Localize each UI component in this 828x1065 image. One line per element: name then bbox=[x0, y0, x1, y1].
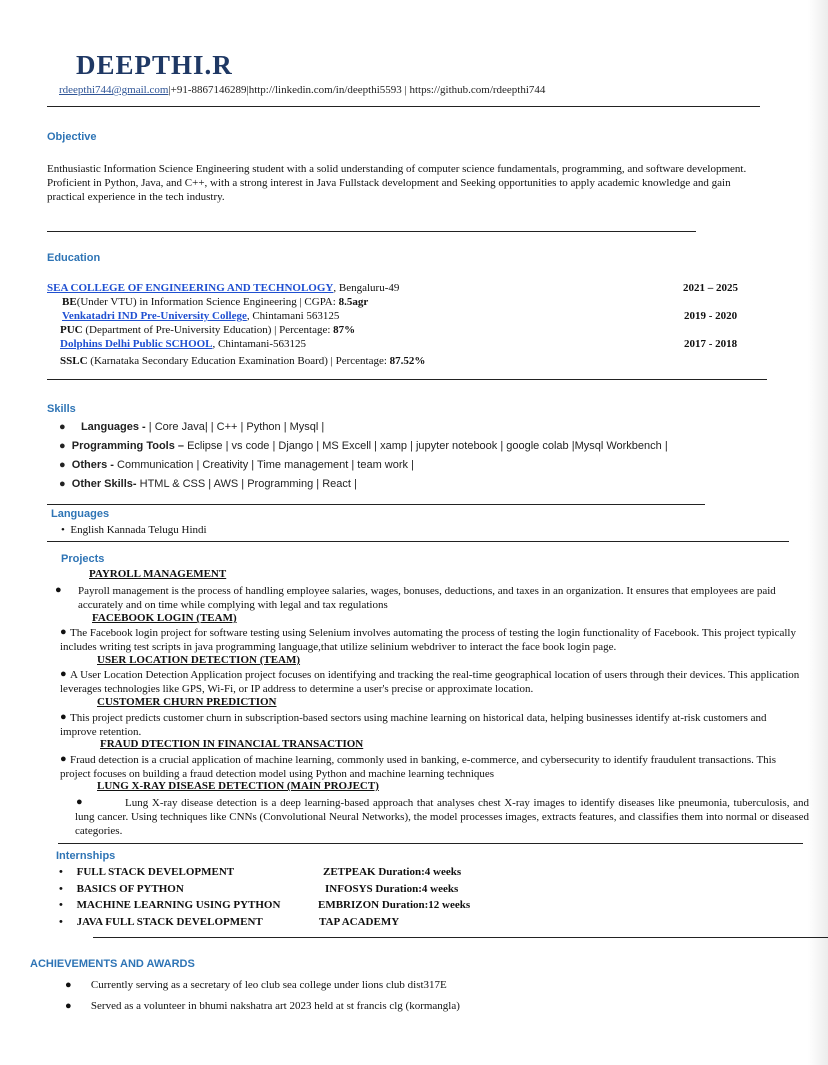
skill-item: ● Languages - | Core Java| | C++ | Python | Mysql | bbox=[59, 421, 325, 433]
institution-link[interactable]: SEA COLLEGE OF ENGINEERING AND TECHNOLOGY bbox=[47, 282, 334, 294]
languages-list: • English Kannada Telugu Hindi bbox=[61, 524, 207, 536]
achievement-item: ● Currently serving as a secretary of leo club sea college under lions club dist317E bbox=[65, 979, 447, 991]
education-degree-3: SSLC (Karnataka Secondary Education Examination Board) | Percentage: 87.52% bbox=[60, 355, 426, 367]
institution-link[interactable]: Dolphins Delhi Public SCHOOL bbox=[60, 338, 213, 350]
contact-details: |+91-8867146289|http://linkedin.com/in/deepthi5593 | https://github.com/rdeepthi744 bbox=[168, 84, 546, 96]
internship-item: • JAVA FULL STACK DEVELOPMENT bbox=[59, 916, 263, 928]
skills-heading: Skills bbox=[47, 403, 76, 415]
education-years-2: 2019 - 2020 bbox=[684, 310, 738, 322]
achievement-item: ● Served as a volunteer in bhumi nakshatra art 2023 held at st francis clg (kormangla) bbox=[65, 1000, 460, 1012]
candidate-name: DEEPTHI.R bbox=[76, 50, 233, 80]
project-description: The Facebook login project for software testing using Selenium involves automating the process of testing the login functionality of Facebook. This project typically includes writing test scripts in java programming language,that utilize selinium webdriver to interact the face book login page. bbox=[60, 627, 796, 653]
education-heading: Education bbox=[47, 252, 101, 264]
project-description: A User Location Detection Application project focuses on identifying and tracking the real-time geographical location of users through their devices. This application leverages technologies like GPS, Wi-Fi, or IP address to determine a user's precise or approximate location. bbox=[60, 669, 800, 695]
contact-line bbox=[59, 84, 545, 96]
objective-divider bbox=[47, 231, 696, 232]
project-description: This project predicts customer churn in subscription-based sectors using machine learning on historical data, helping businesses identify at-risk customers and improve retention. bbox=[60, 712, 767, 738]
internship-company: ZETPEAK Duration:4 weeks bbox=[323, 866, 462, 878]
skill-item: ● Programming Tools – Eclipse | vs code | Django | MS Excell | xamp | jupyter notebook | google colab |Mysql Workbench | bbox=[59, 440, 668, 452]
bullet-icon: ● bbox=[60, 753, 67, 765]
skill-item: ● Others - Communication | Creativity | Time management | team work | bbox=[59, 459, 414, 471]
languages-divider bbox=[47, 541, 789, 542]
education-institution-1: SEA COLLEGE OF ENGINEERING AND TECHNOLOGY, Bengaluru-49 bbox=[47, 282, 400, 294]
project-title: FACEBOOK LOGIN (TEAM) bbox=[92, 612, 237, 624]
project-title: LUNG X-RAY DISEASE DETECTION (MAIN PROJECT) bbox=[97, 780, 379, 792]
internship-company: TAP ACADEMY bbox=[319, 916, 400, 928]
internship-company: INFOSYS Duration:4 weeks bbox=[325, 883, 459, 895]
institution-link[interactable]: Venkatadri IND Pre-University College bbox=[62, 310, 247, 322]
bullet-icon: ● bbox=[60, 711, 67, 723]
email-link[interactable]: rdeepthi744@gmail.com bbox=[59, 84, 169, 96]
bullet-icon: ● bbox=[60, 668, 67, 680]
objective-heading: Objective bbox=[47, 131, 97, 143]
objective-text: Enthusiastic Information Science Engineering student with a solid understanding of computer science fundamentals, programming, and software development. Proficient in Python, Java, and C++, with a strong interest in Java Fullstack development and Seeking opportunities to apply academic knowledge and gain practical experience in the tech industry. bbox=[47, 163, 747, 203]
education-years-1: 2021 – 2025 bbox=[683, 282, 738, 294]
skill-item: ● Other Skills- HTML & CSS | AWS | Programming | React | bbox=[59, 478, 357, 490]
bullet-icon: ● bbox=[76, 796, 83, 808]
internships-divider bbox=[93, 937, 828, 938]
languages-heading: Languages bbox=[51, 508, 110, 520]
achievements-heading: ACHIEVEMENTS AND AWARDS bbox=[30, 958, 195, 970]
projects-divider bbox=[58, 843, 803, 844]
skills-divider bbox=[47, 504, 705, 505]
bullet-icon: ● bbox=[55, 584, 62, 596]
project-title: PAYROLL MANAGEMENT bbox=[89, 568, 227, 580]
page-edge-shadow bbox=[808, 0, 828, 1065]
internship-company: EMBRIZON Duration:12 weeks bbox=[318, 899, 471, 911]
project-title: FRAUD DTECTION IN FINANCIAL TRANSACTION bbox=[100, 738, 364, 750]
education-degree-1: BE(Under VTU) in Information Science Engineering | CGPA: 8.5agr bbox=[62, 296, 369, 308]
internship-item: • MACHINE LEARNING USING PYTHON bbox=[59, 899, 281, 911]
project-description: Lung X-ray disease detection is a deep learning-based approach that analyses chest X-ray images to identify diseases like pneumonia, tuberculosis, and lung cancer. Using techniques like CNNs (Convolutional Neural Networks), the model processes images, extracts features, and classifies them into normal or diseased categories. bbox=[75, 797, 809, 837]
project-description: Payroll management is the process of handling employee salaries, wages, bonuses, deductions, and taxes in an organization. It ensures that employees are paid accurately and on time while complying with legal and tax regulations bbox=[78, 585, 776, 611]
education-degree-2: PUC (Department of Pre-University Education) | Percentage: 87% bbox=[60, 324, 356, 336]
education-years-3: 2017 - 2018 bbox=[684, 338, 738, 350]
project-description: Fraud detection is a crucial application of machine learning, commonly used in banking, e-commerce, and cybersecurity to identify fraudulent transactions. This project focuses on building a fraud detection model using Python and machine learning techniques bbox=[60, 754, 777, 780]
project-title: CUSTOMER CHURN PREDICTION bbox=[97, 696, 277, 708]
header-divider bbox=[47, 106, 760, 107]
bullet-icon: ● bbox=[60, 626, 67, 638]
project-title: USER LOCATION DETECTION (TEAM) bbox=[97, 654, 301, 666]
education-institution-3: Dolphins Delhi Public SCHOOL, Chintamani-563125 bbox=[60, 338, 307, 350]
internships-heading: Internships bbox=[56, 850, 116, 862]
projects-heading: Projects bbox=[61, 553, 105, 565]
education-institution-2: Venkatadri IND Pre-University College, Chintamani 563125 bbox=[62, 310, 340, 322]
internship-item: • BASICS OF PYTHON bbox=[59, 883, 184, 895]
education-divider bbox=[47, 379, 767, 380]
internship-item: • FULL STACK DEVELOPMENT bbox=[59, 866, 235, 878]
